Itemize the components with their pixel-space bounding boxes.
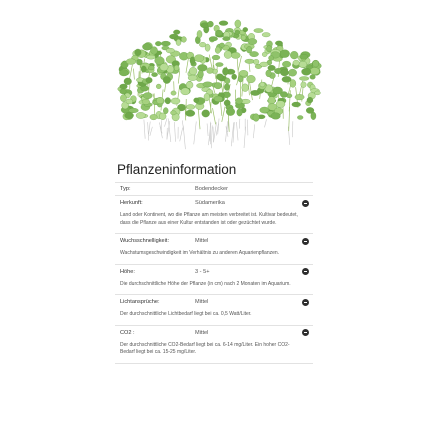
leaf-shape — [186, 81, 193, 88]
leaf-shape — [260, 82, 265, 87]
collapse-minus-icon[interactable] — [302, 238, 309, 245]
leaf-shape — [212, 55, 220, 60]
leaf-shape — [209, 36, 218, 40]
leaf-shape — [135, 49, 142, 56]
leaf-shape — [166, 48, 175, 53]
leaf-shape — [238, 76, 243, 82]
leaf-shape — [148, 65, 154, 69]
leaf-shape — [147, 55, 156, 59]
leaf-shape — [215, 47, 220, 54]
leaf-shape — [165, 98, 171, 104]
leaf-shape — [181, 88, 190, 95]
leaf-shape — [216, 63, 224, 67]
leaf-shape — [146, 77, 152, 83]
leaf-shape — [219, 43, 224, 48]
row-description: Der durchschnittliche Lichtbedarf liegt bei ca. 0,5 Watt/Liter. — [120, 311, 252, 317]
leaf-shape — [136, 59, 142, 65]
leaf-shape — [194, 98, 199, 103]
leaf-shape — [224, 84, 229, 91]
row-header[interactable] — [115, 196, 313, 210]
leaf-shape — [290, 51, 298, 59]
row-header — [115, 183, 313, 195]
row-label: CO2 : — [120, 329, 135, 336]
leaf-shape — [268, 55, 273, 60]
section-title: Pflanzeninformation — [117, 162, 237, 177]
leaf-shape — [126, 99, 133, 104]
leaf-shape — [266, 70, 272, 77]
leaf-shape — [203, 82, 213, 87]
leaf-shape — [235, 20, 241, 28]
info-row-co2 — [115, 326, 313, 364]
leaf-shape — [174, 65, 179, 71]
leaf-shape — [197, 64, 207, 71]
leaf-shape — [202, 110, 210, 117]
leaf-shape — [181, 37, 186, 43]
leaf-shape — [301, 82, 307, 88]
leaf-shape — [176, 39, 181, 45]
collapse-minus-icon[interactable] — [302, 268, 309, 275]
row-header[interactable] — [115, 265, 313, 279]
leaf-shape — [260, 62, 268, 67]
row-description: Wachstumsgeschwindigkeit im Verhältnis zu anderen Aquarienpflanzen. — [120, 250, 280, 256]
leaf-shape — [307, 97, 313, 103]
leaf-shape — [310, 67, 320, 74]
plant-image — [100, 10, 340, 150]
leaf-shape — [136, 112, 145, 118]
leaf-shape — [120, 89, 127, 94]
leaf-shape — [292, 102, 301, 107]
leaf-shape — [163, 76, 171, 83]
leaf-shape — [282, 76, 291, 82]
leaf-shape — [245, 59, 255, 63]
leaf-shape — [186, 104, 195, 109]
leaf-shape — [223, 37, 231, 41]
leaf-shape — [295, 94, 304, 100]
leaf-shape — [215, 30, 222, 36]
leaf-shape — [254, 28, 263, 32]
leaf-shape — [271, 113, 280, 120]
row-label: Höhe: — [120, 268, 135, 275]
leaf-shape — [241, 35, 246, 40]
leaf-shape — [219, 21, 228, 26]
leaf-shape — [235, 30, 240, 34]
leaf-shape — [141, 66, 146, 72]
leaf-shape — [207, 68, 214, 74]
leaf-shape — [155, 41, 161, 46]
row-value: Mittel — [195, 238, 209, 244]
leaf-shape — [194, 55, 204, 62]
leaf-shape — [142, 43, 151, 50]
leaf-shape — [268, 97, 275, 104]
leaf-shape — [293, 60, 300, 66]
leaf-shape — [185, 110, 194, 116]
leaf-shape — [315, 91, 321, 95]
leaf-shape — [247, 75, 256, 83]
leaf-shape — [199, 42, 206, 47]
row-value: Mittel — [195, 329, 209, 336]
leaf-shape — [224, 51, 232, 59]
leaf-shape — [156, 84, 161, 89]
leaf-shape — [208, 21, 214, 27]
leaf-shape — [124, 78, 132, 85]
leaf-shape — [188, 75, 197, 81]
leaf-shape — [232, 74, 237, 80]
leaf-shape — [306, 107, 314, 113]
leaf-shape — [239, 70, 248, 76]
row-header[interactable] — [115, 234, 313, 248]
leaf-shape — [237, 109, 243, 116]
leaf-shape — [262, 32, 270, 36]
leaf-shape — [119, 70, 128, 76]
leaf-shape — [280, 50, 290, 58]
collapse-minus-icon[interactable] — [302, 200, 309, 207]
leaf-shape — [300, 54, 308, 59]
row-header[interactable] — [115, 326, 313, 340]
collapse-minus-icon[interactable] — [302, 329, 309, 336]
leaf-shape — [248, 38, 257, 44]
leaf-shape — [170, 111, 176, 115]
leaf-shape — [155, 57, 165, 65]
leaf-shape — [222, 68, 228, 76]
leaf-shape — [253, 59, 259, 64]
leaf-shape — [262, 52, 267, 57]
leaf-shape — [129, 108, 139, 113]
leaf-shape — [276, 101, 285, 108]
row-description: Der durchschnittliche CO2-Bedarf liegt bei ca. 6-14 mg/Liter. Ein hoher CO2-Bedarf liegt bei ca. 15-25 mg/Liter. — [120, 341, 290, 355]
leaf-shape — [142, 99, 150, 104]
leaf-shape — [280, 69, 288, 75]
leaf-shape — [243, 27, 248, 32]
leaf-shape — [297, 115, 303, 119]
leaf-shape — [143, 92, 152, 98]
info-row-origin — [115, 196, 313, 234]
leaf-shape — [125, 112, 134, 118]
leaf-shape — [189, 67, 197, 75]
plant-info-table — [115, 182, 313, 364]
row-value: 3 - 5+ — [195, 268, 210, 275]
info-row-type — [115, 182, 313, 196]
leaf-shape — [171, 98, 180, 104]
leaf-shape — [156, 97, 164, 104]
leaf-shape — [152, 72, 158, 76]
leaf-shape — [120, 95, 126, 102]
leaf-shape — [302, 68, 311, 75]
leaf-shape — [299, 76, 309, 80]
leaf-shape — [150, 114, 157, 120]
leaf-shape — [266, 46, 271, 52]
row-value: Südamerika — [195, 200, 225, 206]
leaf-shape — [161, 41, 170, 46]
row-label: Wuchsschnelligkeit: — [120, 238, 170, 244]
leaf-shape — [273, 87, 283, 94]
leaf-shape — [160, 64, 168, 71]
leaf-shape — [198, 70, 204, 78]
row-description: Land oder Kontinent, wo die Pflanze am meisten verbreitet ist. Kultivar bedeutet, dass die Pflanze aus einer Kultur entstanden ist oder gezüchtet wurde. — [120, 212, 298, 226]
leaf-shape — [282, 61, 291, 67]
leaf-shape — [226, 108, 235, 116]
info-row-height — [115, 265, 313, 296]
leaf-shape — [253, 114, 259, 122]
row-label: Lichtansprüche: — [120, 299, 160, 305]
leaf-shape — [236, 98, 243, 104]
leaf-shape — [197, 30, 202, 38]
collapse-minus-icon[interactable] — [302, 299, 309, 306]
leaf-shape — [299, 61, 307, 68]
row-value: Bodendecker — [195, 186, 228, 192]
leaf-shape — [173, 30, 180, 35]
row-description: Die durchschnittliche Höhe der Pflanze (in cm) nach 2 Monaten im Aquarium. — [120, 280, 291, 287]
leaf-shape — [126, 59, 136, 65]
leaf-shape — [150, 47, 157, 55]
leaf-shape — [214, 82, 222, 88]
info-row-growth — [115, 234, 313, 265]
leaf-shape — [204, 93, 210, 101]
leaf-shape — [246, 46, 252, 53]
leaf-shape — [288, 69, 296, 76]
leaf-shape — [214, 96, 223, 102]
leaf-shape — [231, 52, 240, 58]
leaf-shape — [225, 78, 230, 84]
leaf-shape — [313, 60, 319, 67]
leaf-shape — [171, 91, 176, 95]
row-header[interactable] — [115, 295, 313, 309]
info-row-light — [115, 295, 313, 326]
leaf-shape — [216, 74, 223, 80]
row-value: Mittel — [195, 299, 209, 305]
row-label: Herkunft: — [120, 200, 143, 206]
leaf-shape — [242, 84, 249, 92]
leaf-shape — [163, 108, 168, 114]
row-label: Typ: — [120, 186, 131, 192]
